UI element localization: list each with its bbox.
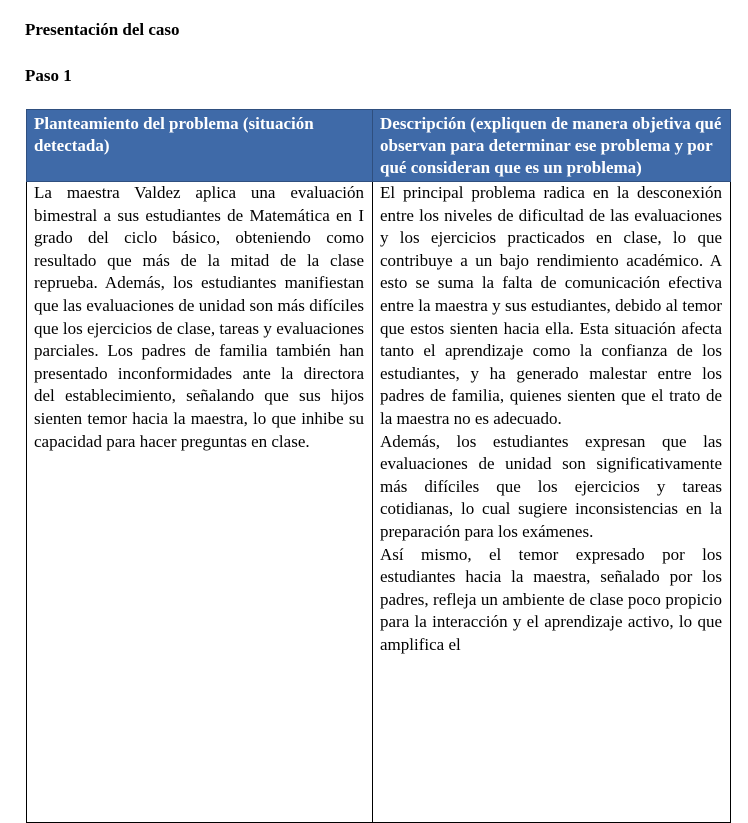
problem-text: La maestra Valdez aplica una evaluación bimestral a sus estudiantes de Matemática en I grado del ciclo básico, obteniendo como resultado que más de la mitad de la clase reprueba. Además, los estudiantes manifiestan que las evaluaciones de unidad son más difíciles que los ejercicios de clase, tareas y evaluaciones parciales. Los padres de familia también han presentado inconformidades ante la directora del establecimiento, señalando que sus hijos sienten temor hacia la maestra, lo que inhibe su capacidad para hacer preguntas en clase. — [34, 183, 364, 451]
header-problem: Planteamiento del problema (situación detectada) — [27, 110, 373, 182]
description-paragraph-2: Además, los estudiantes expresan que las evaluaciones de unidad son significativamente más difíciles que los ejercicios y tareas cotidianas, lo cual sugiere inconsistencias en la preparación para los exámenes. — [380, 431, 722, 541]
description-paragraph-3: Así mismo, el temor expresado por los estudiantes hacia la maestra, señalado por los padres, refleja un ambiente de clase poco propicio para la interacción y el aprendizaje activo, lo que amplifica el — [380, 544, 722, 654]
section-title: Presentación del caso — [25, 20, 180, 39]
step-title: Paso 1 — [25, 66, 72, 85]
description-paragraph-1: El principal problema radica en la desconexión entre los niveles de dificultad de las evaluaciones y los ejercicios practicados en clase, lo que contribuye a un bajo rendimiento académico. A esto se suma la falta de comunicación efectiva entre la maestra y sus estudiantes, debido al temor que estos sienten hacia ella. Esta situación afecta tanto el aprendizaje como la confianza de los estudiantes, y ha generado malestar entre los padres de familia, quienes sienten que el trato de la maestra no es adecuado. — [380, 183, 722, 428]
table-row — [27, 182, 731, 823]
description-cell — [373, 182, 731, 823]
problem-cell — [27, 182, 373, 823]
case-table — [26, 109, 731, 823]
header-description: Descripción (expliquen de manera objetiva qué observan para determinar ese problema y por qué consideran que es un problema) — [373, 110, 731, 182]
table-header-row — [27, 110, 731, 182]
